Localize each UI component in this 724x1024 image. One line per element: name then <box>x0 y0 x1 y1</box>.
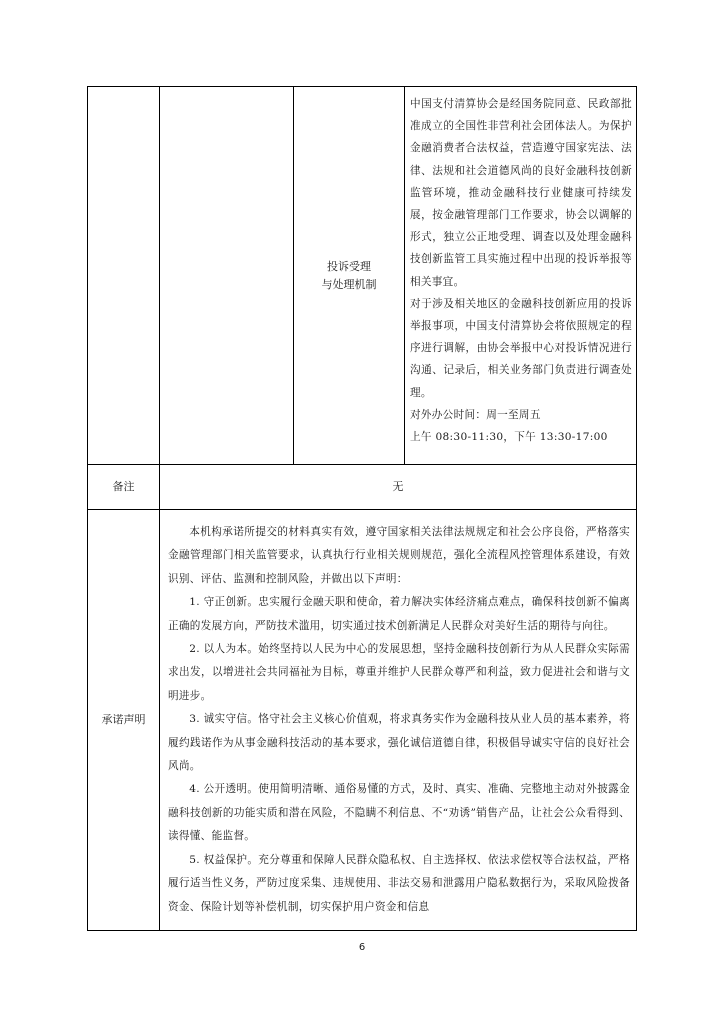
table-divider <box>159 87 160 464</box>
paragraph: 5. 权益保护。充分尊重和保障人民群众隐私权、自主选择权、依法求偿权等合法权益，严格履行适当性义务，严防过度采集、违规使用、非法交易和泄露用户隐私数据行为，采取风险拨备资金、保险计划等补偿机制，切实保护用户资金和信息 <box>168 853 630 913</box>
paragraph: 3. 诚实守信。恪守社会主义核心价值观，将求真务实作为金融科技从业人员的基本素养，将履约践诺作为从事金融科技活动的基本要求，强化诚信道德自律，积极倡导诚实守信的良好社会风尚。 <box>168 713 630 773</box>
paragraph: 中国支付清算协会是经国务院同意、民政部批准成立的全国性非营利社会团体法人。为保护金融消费者合法权益，营造遵守国家宪法、法律、法规和社会道德风尚的良好金融科技创新监管环境，推动金融科技行业健康可持续发展，按金融管理部门工作要求，协会以调解的形式，独立公正地受理、调查以及处理金融科技创新监管工具实施过程中出现的投诉举报等相关事宜。 <box>410 98 632 288</box>
page-number: 6 <box>358 942 366 953</box>
remark-value-text: 无 <box>392 480 404 493</box>
office-hours-value: 上午 08:30-11:30，下午 13:30-17:00 <box>410 431 608 444</box>
complaint-mechanism-text <box>410 93 632 448</box>
pledge-text <box>168 521 630 919</box>
remark-label-text: 备注 <box>112 480 135 493</box>
paragraph: 4. 公开透明。使用简明清晰、通俗易懂的方式，及时、真实、准确、完整地主动对外披露金融科技创新的功能实质和潜在风险，不隐瞒不利信息、不“劝诱”销售产品，让社会公众看得到、读得懂、能监督。 <box>168 783 630 843</box>
table-divider <box>159 464 160 930</box>
remark-label <box>88 465 159 509</box>
table-divider <box>88 509 636 510</box>
complaint-mechanism-label <box>294 87 404 464</box>
label-line: 与处理机制 <box>321 277 377 291</box>
paragraph: 本机构承诺所提交的材料真实有效，遵守国家相关法律法规规定和社会公序良俗，严格落实金融管理部门相关监管要求，认真执行行业相关规则规范，强化全流程风控管理体系建设，有效识别、评估、监测和控制风险，并做出以下声明： <box>168 526 630 585</box>
pledge-label <box>88 510 159 930</box>
office-hours-label: 对外办公时间：周一至周五 <box>410 408 541 421</box>
remark-value <box>160 465 636 509</box>
pledge-label-text: 承诺声明 <box>101 713 146 726</box>
table-divider <box>404 87 405 464</box>
paragraph: 2. 以人为本。始终坚持以人民为中心的发展思想，坚持金融科技创新行为从人民群众实际需求出发，以增进社会共同福祉为目标，尊重并维护人民群众尊严和利益，致力促进社会和谐与文明进步。 <box>168 643 630 702</box>
label-line: 投诉受理 <box>327 259 371 273</box>
paragraph: 1. 守正创新。忠实履行金融天职和使命，着力解决实体经济痛点难点，确保科技创新不偏离正确的发展方向，严防技术滥用，切实通过技术创新满足人民群众对美好生活的期待与向往。 <box>168 596 630 632</box>
paragraph: 对于涉及相关地区的金融科技创新应用的投诉举报事项，中国支付清算协会将依照规定的程序进行调解，由协会举报中心对投诉情况进行沟通、记录后，相关业务部门负责进行调查处理。 <box>410 297 632 399</box>
info-table <box>87 86 637 931</box>
